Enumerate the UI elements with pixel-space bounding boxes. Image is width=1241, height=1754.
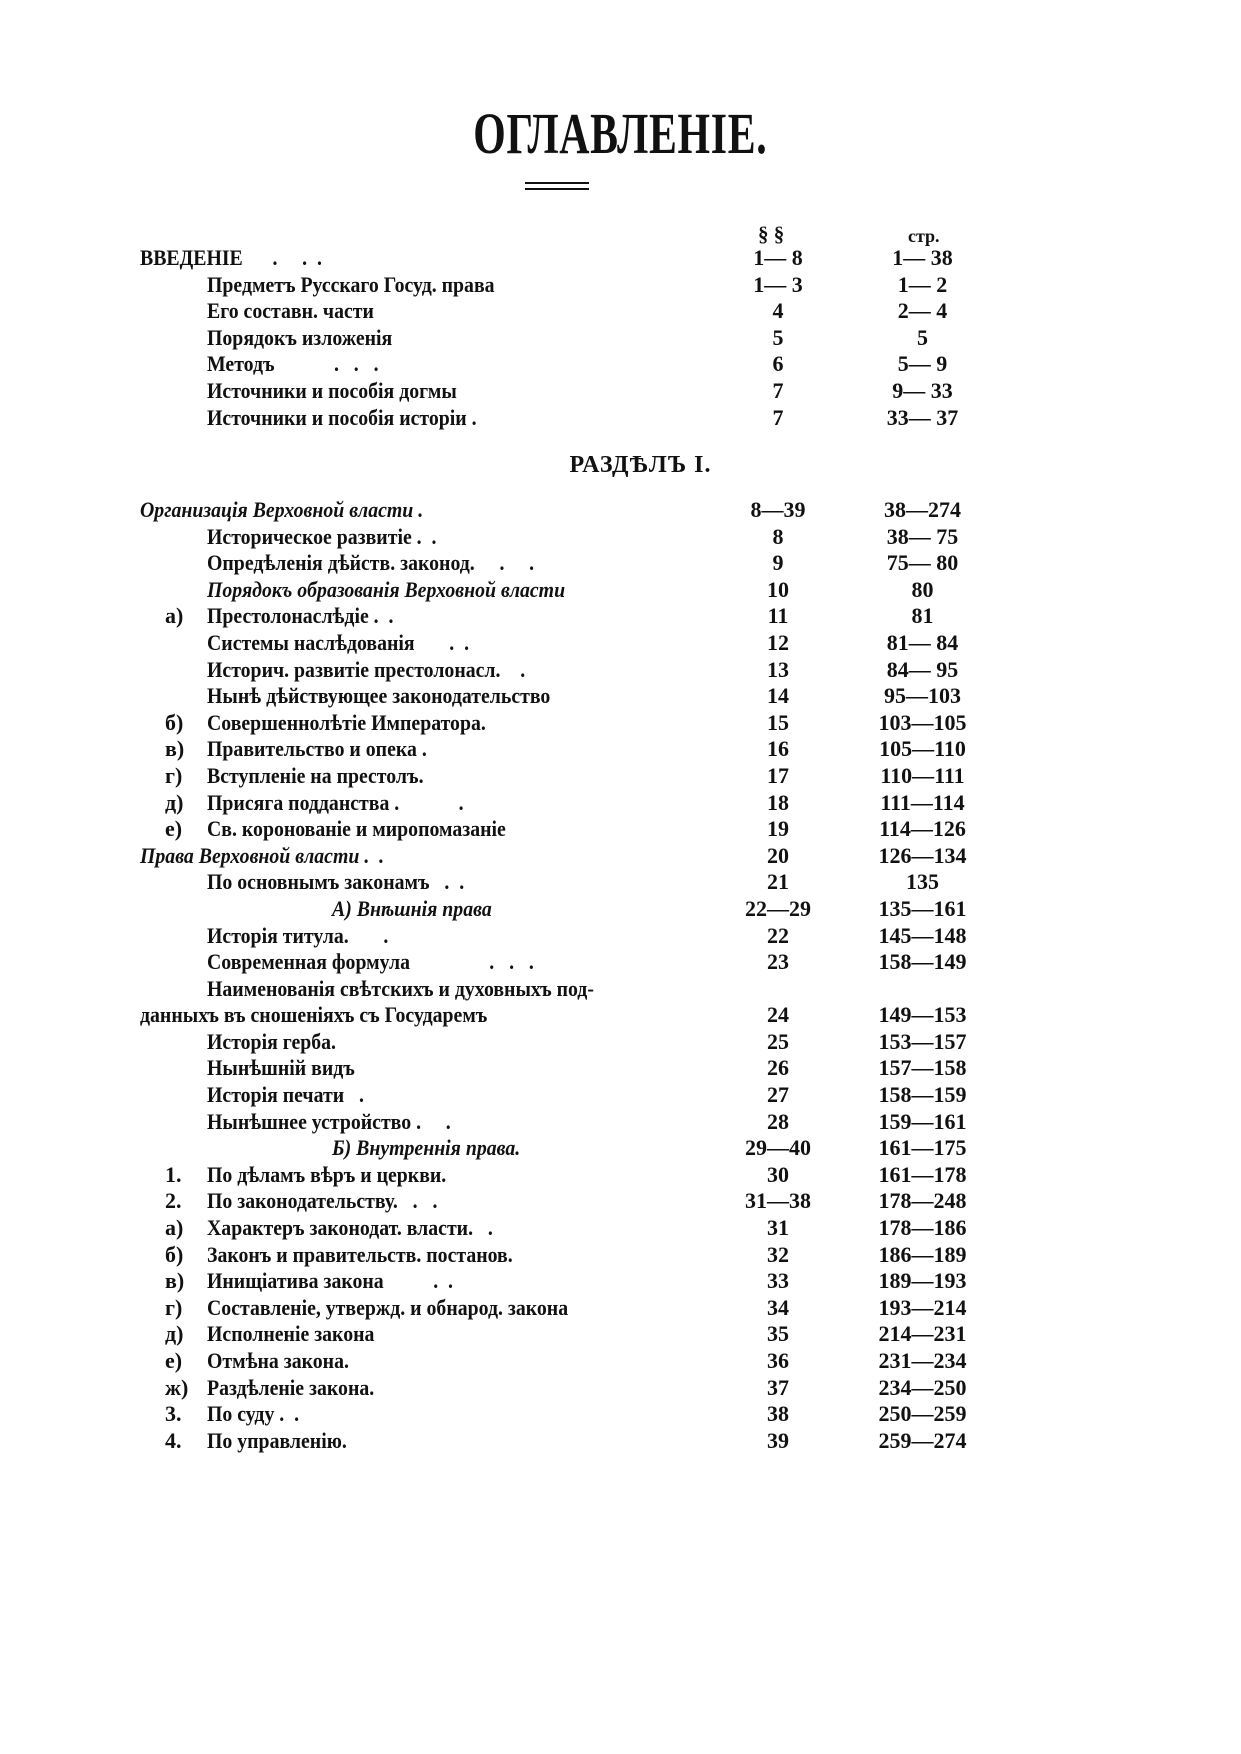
entry-pages: 81— 84 xyxy=(886,629,959,655)
entry-marker: а) xyxy=(165,603,184,629)
toc-entry xyxy=(0,1321,1241,1348)
entry-marker: 2. xyxy=(165,1188,182,1214)
entry-pages: 161—178 xyxy=(878,1161,967,1187)
entry-paragraphs: 10 xyxy=(767,576,789,602)
entry-title: А) Внѣшнія права xyxy=(332,895,492,921)
entry-title: Составленіе, утвержд. и обнарод. закона xyxy=(207,1294,569,1320)
toc-entry xyxy=(0,976,1241,1003)
entry-paragraphs: 4 xyxy=(772,298,784,324)
toc-entry xyxy=(0,1188,1241,1215)
toc-entry xyxy=(0,550,1241,577)
entry-title: Исторія титула. . xyxy=(207,922,389,948)
toc-entry xyxy=(0,325,1241,352)
entry-pages: 5 xyxy=(917,324,928,350)
entry-title: Источники и пособія догмы xyxy=(207,377,457,403)
entry-marker: е) xyxy=(165,816,183,842)
entry-title: Нынѣ дѣйствующее законодательство xyxy=(207,683,551,709)
entry-paragraphs: 15 xyxy=(767,709,789,735)
entry-pages: 250—259 xyxy=(878,1401,967,1427)
entry-paragraphs: 5 xyxy=(772,324,784,350)
entry-marker: г) xyxy=(165,1294,183,1320)
entry-paragraphs: 1— 8 xyxy=(753,245,803,270)
entry-pages: 80 xyxy=(911,576,934,602)
toc-entry xyxy=(0,1082,1241,1109)
entry-paragraphs: 36 xyxy=(767,1348,789,1373)
entry-title: Исполненіе закона xyxy=(207,1321,375,1347)
entry-title: Организація Верховной власти . xyxy=(140,497,424,522)
entry-pages: 33— 37 xyxy=(886,404,959,430)
entry-pages: 114—126 xyxy=(879,816,966,842)
entry-pages: 84— 95 xyxy=(886,656,959,682)
entry-title: Нынѣшнее устройство . . xyxy=(207,1108,451,1134)
entry-pages: 75— 80 xyxy=(886,550,959,576)
entry-title: Порядокъ изложенія xyxy=(207,324,393,350)
entry-paragraphs: 13 xyxy=(767,656,789,682)
entry-pages: 2— 4 xyxy=(897,298,948,324)
entry-pages: 158—149 xyxy=(878,949,967,975)
toc-entry xyxy=(0,869,1241,896)
entry-pages: 159—161 xyxy=(878,1108,967,1134)
entry-title: Историческое развитіе . . xyxy=(207,523,437,549)
entry-paragraphs: 19 xyxy=(767,816,789,842)
toc-entry xyxy=(0,298,1241,325)
entry-paragraphs: 25 xyxy=(767,1028,789,1054)
entry-pages: 234—250 xyxy=(878,1374,967,1400)
entry-title: Методъ . . . xyxy=(207,351,379,377)
entry-paragraphs: 22—29 xyxy=(745,895,811,921)
entry-paragraphs: 29—40 xyxy=(745,1135,811,1161)
toc-entry xyxy=(0,843,1241,870)
toc-entry xyxy=(0,630,1241,657)
toc-entry xyxy=(0,763,1241,790)
section-title: РАЗДѢЛЪ I. xyxy=(569,452,712,478)
entry-title: Инищіатива закона . . xyxy=(207,1268,454,1294)
entry-paragraphs: 16 xyxy=(767,736,789,762)
entry-title: По суду . . xyxy=(207,1401,300,1427)
entry-pages: 135 xyxy=(906,869,939,895)
entry-marker: 1. xyxy=(165,1161,182,1187)
entry-marker: а) xyxy=(165,1215,184,1241)
entry-marker: ж) xyxy=(165,1374,189,1400)
toc-entry xyxy=(0,272,1241,299)
entry-title: Современная формула . . . xyxy=(207,949,534,975)
intro-entries xyxy=(0,245,1241,431)
entry-pages: 189—193 xyxy=(878,1268,967,1294)
entry-pages: 9— 33 xyxy=(892,377,953,403)
entry-pages: 110—111 xyxy=(880,762,965,788)
entry-title: Источники и пособія исторіи . xyxy=(207,404,477,430)
entry-paragraphs: 39 xyxy=(767,1427,789,1453)
entry-title: ВВЕДЕНІЕ . . . xyxy=(140,245,322,270)
entry-pages: 145—148 xyxy=(878,922,967,948)
entry-marker: б) xyxy=(165,1241,184,1267)
toc-entry xyxy=(0,351,1241,378)
entry-paragraphs: 33 xyxy=(767,1268,789,1294)
entry-paragraphs: 17 xyxy=(767,762,789,788)
entry-title: По управленію. xyxy=(207,1427,347,1453)
entry-pages: 161—175 xyxy=(878,1135,967,1161)
entry-title: Св. коронованіе и миропомазаніе xyxy=(207,816,506,842)
entry-marker: б) xyxy=(165,709,184,735)
toc-entry xyxy=(0,1055,1241,1082)
entry-pages: 103—105 xyxy=(878,709,967,735)
entry-title: Наименованія свѣтскихъ и духовныхъ под- xyxy=(207,975,594,1001)
toc-entry xyxy=(0,1268,1241,1295)
entry-title: Исторія печати . xyxy=(207,1082,364,1108)
toc-entry xyxy=(0,1162,1241,1189)
entry-paragraphs: 18 xyxy=(767,789,789,815)
entry-paragraphs: 23 xyxy=(767,949,789,975)
entry-paragraphs: 38 xyxy=(767,1401,789,1427)
entry-title: Присяга подданства . . xyxy=(207,789,464,815)
entry-pages: 214—231 xyxy=(878,1321,967,1347)
entry-pages: 126—134 xyxy=(878,842,967,868)
toc-entry xyxy=(0,378,1241,405)
entry-paragraphs: 11 xyxy=(767,603,789,629)
entry-title: Системы наслѣдованія . . xyxy=(207,629,470,655)
entry-pages: 178—186 xyxy=(878,1215,967,1241)
entry-paragraphs: 30 xyxy=(767,1161,789,1187)
entry-pages: 81 xyxy=(911,603,934,629)
toc-entry xyxy=(0,1348,1241,1375)
entry-title: По основнымъ законамъ . . xyxy=(207,869,465,895)
page-title: ОГЛАВЛЕНІЕ. xyxy=(473,101,768,166)
entry-pages: 186—189 xyxy=(878,1241,967,1267)
section-entries xyxy=(0,497,1241,1454)
entry-title: Отмѣна закона. xyxy=(207,1348,349,1373)
entry-paragraphs: 8 xyxy=(772,523,784,549)
entry-title: Порядокъ образованія Верховной власти xyxy=(207,576,566,602)
toc-entry xyxy=(0,896,1241,923)
title-rule xyxy=(525,182,589,184)
paragraphs-column-header: § § xyxy=(758,222,785,246)
entry-marker: г) xyxy=(165,762,183,788)
entry-title: Историч. развитіе престолонасл. . xyxy=(207,656,526,682)
entry-title: Раздѣленіе закона. xyxy=(207,1374,375,1400)
entry-title: Опредѣленія дѣйств. законод. . . xyxy=(207,550,535,576)
toc-entry xyxy=(0,657,1241,684)
entry-marker: д) xyxy=(165,789,184,815)
entry-pages: 178—248 xyxy=(878,1188,967,1214)
toc-entry xyxy=(0,577,1241,604)
entry-title: Вступленіе на престолъ. xyxy=(207,762,424,788)
entry-pages: 149—153 xyxy=(878,1002,967,1028)
entry-pages: 157—158 xyxy=(878,1055,967,1081)
toc-entry xyxy=(0,1242,1241,1269)
entry-pages: 153—157 xyxy=(878,1028,967,1054)
entry-title: Характеръ законодат. власти. . xyxy=(207,1215,493,1241)
entry-paragraphs: 8—39 xyxy=(750,497,806,522)
entry-pages: 5— 9 xyxy=(897,351,948,377)
toc-entry xyxy=(0,1401,1241,1428)
toc-entry xyxy=(0,405,1241,432)
entry-pages: 105—110 xyxy=(879,736,966,762)
entry-title: Б) Внутреннія права. xyxy=(332,1135,521,1161)
entry-marker: 3. xyxy=(165,1401,182,1427)
toc-entry xyxy=(0,497,1241,524)
toc-entry xyxy=(0,816,1241,843)
entry-paragraphs: 34 xyxy=(767,1294,789,1320)
toc-entry xyxy=(0,1295,1241,1322)
entry-title: По законодательству. . . xyxy=(207,1188,438,1214)
entry-title: Его составн. части xyxy=(207,298,374,324)
entry-paragraphs: 20 xyxy=(767,842,789,868)
entry-paragraphs: 7 xyxy=(772,377,784,403)
entry-paragraphs: 26 xyxy=(767,1055,789,1081)
toc-entry xyxy=(0,923,1241,950)
entry-paragraphs: 9 xyxy=(772,550,784,576)
entry-paragraphs: 1— 3 xyxy=(753,271,803,297)
entry-pages: 259—274 xyxy=(878,1427,967,1453)
toc-entry xyxy=(0,524,1241,551)
entry-pages: 111—114 xyxy=(880,789,965,815)
entry-pages: 158—159 xyxy=(878,1082,967,1108)
entry-pages: 95—103 xyxy=(884,683,961,709)
entry-paragraphs: 28 xyxy=(767,1108,789,1134)
entry-paragraphs: 6 xyxy=(772,351,784,377)
entry-title: Предметъ Русскаго Госуд. права xyxy=(207,271,495,297)
entry-paragraphs: 32 xyxy=(767,1241,789,1267)
entry-marker: е) xyxy=(165,1348,183,1373)
toc-entry xyxy=(0,1002,1241,1029)
entry-pages: 193—214 xyxy=(878,1294,967,1320)
toc-entry xyxy=(0,710,1241,737)
entry-title: Нынѣшній видъ xyxy=(207,1055,355,1081)
entry-pages: 231—234 xyxy=(878,1348,967,1373)
toc-entry xyxy=(0,1029,1241,1056)
toc-entry xyxy=(0,1428,1241,1455)
entry-paragraphs: 31 xyxy=(767,1215,789,1241)
toc-entry xyxy=(0,245,1241,272)
entry-title: Права Верховной власти . . xyxy=(140,842,385,868)
entry-paragraphs: 37 xyxy=(767,1374,789,1400)
pages-column-header: стр. xyxy=(908,226,940,246)
entry-marker: д) xyxy=(165,1321,184,1347)
entry-pages: 38— 75 xyxy=(886,523,959,549)
entry-title: Совершеннолѣтіе Императора. xyxy=(207,709,486,735)
entry-title: Исторія герба. xyxy=(207,1028,337,1054)
entry-paragraphs: 35 xyxy=(767,1321,789,1347)
entry-paragraphs: 22 xyxy=(767,922,789,948)
entry-paragraphs: 24 xyxy=(767,1002,789,1028)
entry-paragraphs: 31—38 xyxy=(745,1188,811,1214)
entry-pages: 1— 2 xyxy=(897,271,948,297)
entry-marker: 4. xyxy=(165,1427,182,1453)
entry-pages: 1— 38 xyxy=(892,245,953,270)
entry-title: данныхъ въ сношеніяхъ съ Государемъ xyxy=(140,1002,488,1028)
entry-title: Законъ и правительств. постанов. xyxy=(207,1241,513,1267)
entry-pages: 135—161 xyxy=(878,895,967,921)
toc-entry xyxy=(0,1135,1241,1162)
toc-entry xyxy=(0,790,1241,817)
title-rule xyxy=(525,188,589,190)
entry-title: Правительство и опека . xyxy=(207,736,427,762)
entry-paragraphs: 27 xyxy=(767,1082,789,1108)
entry-paragraphs: 12 xyxy=(767,629,789,655)
entry-paragraphs: 7 xyxy=(772,404,784,430)
toc-entry xyxy=(0,1109,1241,1136)
entry-title: По дѣламъ вѣръ и церкви. xyxy=(207,1161,447,1187)
toc-entry xyxy=(0,1215,1241,1242)
entry-pages: 38—274 xyxy=(884,497,961,522)
toc-entry xyxy=(0,736,1241,763)
entry-paragraphs: 14 xyxy=(767,683,789,709)
entry-marker: в) xyxy=(165,736,185,762)
entry-paragraphs: 21 xyxy=(767,869,789,895)
entry-marker: в) xyxy=(165,1268,185,1294)
toc-entry xyxy=(0,603,1241,630)
toc-entry xyxy=(0,1375,1241,1402)
toc-entry xyxy=(0,683,1241,710)
entry-title: Престолонаслѣдіе . . xyxy=(207,603,394,629)
toc-entry xyxy=(0,949,1241,976)
